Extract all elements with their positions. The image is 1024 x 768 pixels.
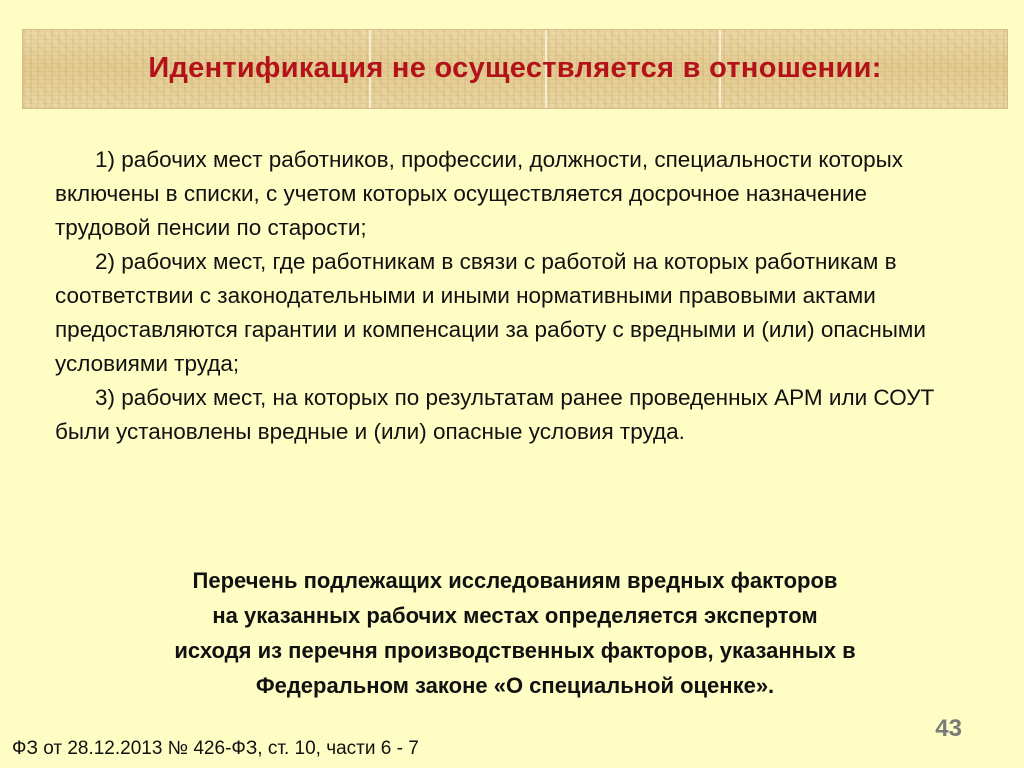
exclusion-list	[55, 143, 965, 449]
list-item: 1) рабочих мест работников, профессии, должности, специальности которых включены в списки, с учетом которых осуществляется досрочное назначение трудовой пенсии по старости;	[55, 147, 904, 240]
summary-line: на указанных рабочих местах определяется экспертом	[212, 603, 818, 628]
list-item: 2) рабочих мест, где работникам в связи с работой на которых работникам в соответствии с законодательными и иными нормативными правовыми актами предоставляются гарантии и компенсации за работу с вредными и (или) опасными условиями труда;	[55, 249, 926, 376]
summary-line: Федеральном законе «О специальной оценке».	[255, 673, 775, 698]
summary-line: исходя из перечня производственных факторов, указанных в	[174, 638, 856, 663]
list-item: 3) рабочих мест, на которых по результатам ранее проведенных АРМ или СОУТ были установлены вредные и (или) опасные условия труда.	[55, 385, 935, 444]
page-number: 43	[935, 715, 962, 742]
summary-line: Перечень подлежащих исследованиям вредных факторов	[192, 568, 838, 593]
title-banner	[22, 29, 1008, 109]
legal-reference: ФЗ от 28.12.2013 № 426-ФЗ, ст. 10, части 6 - 7	[12, 738, 419, 759]
summary-note	[40, 563, 990, 703]
slide-title: Идентификация не осуществляется в отношении:	[148, 52, 882, 84]
